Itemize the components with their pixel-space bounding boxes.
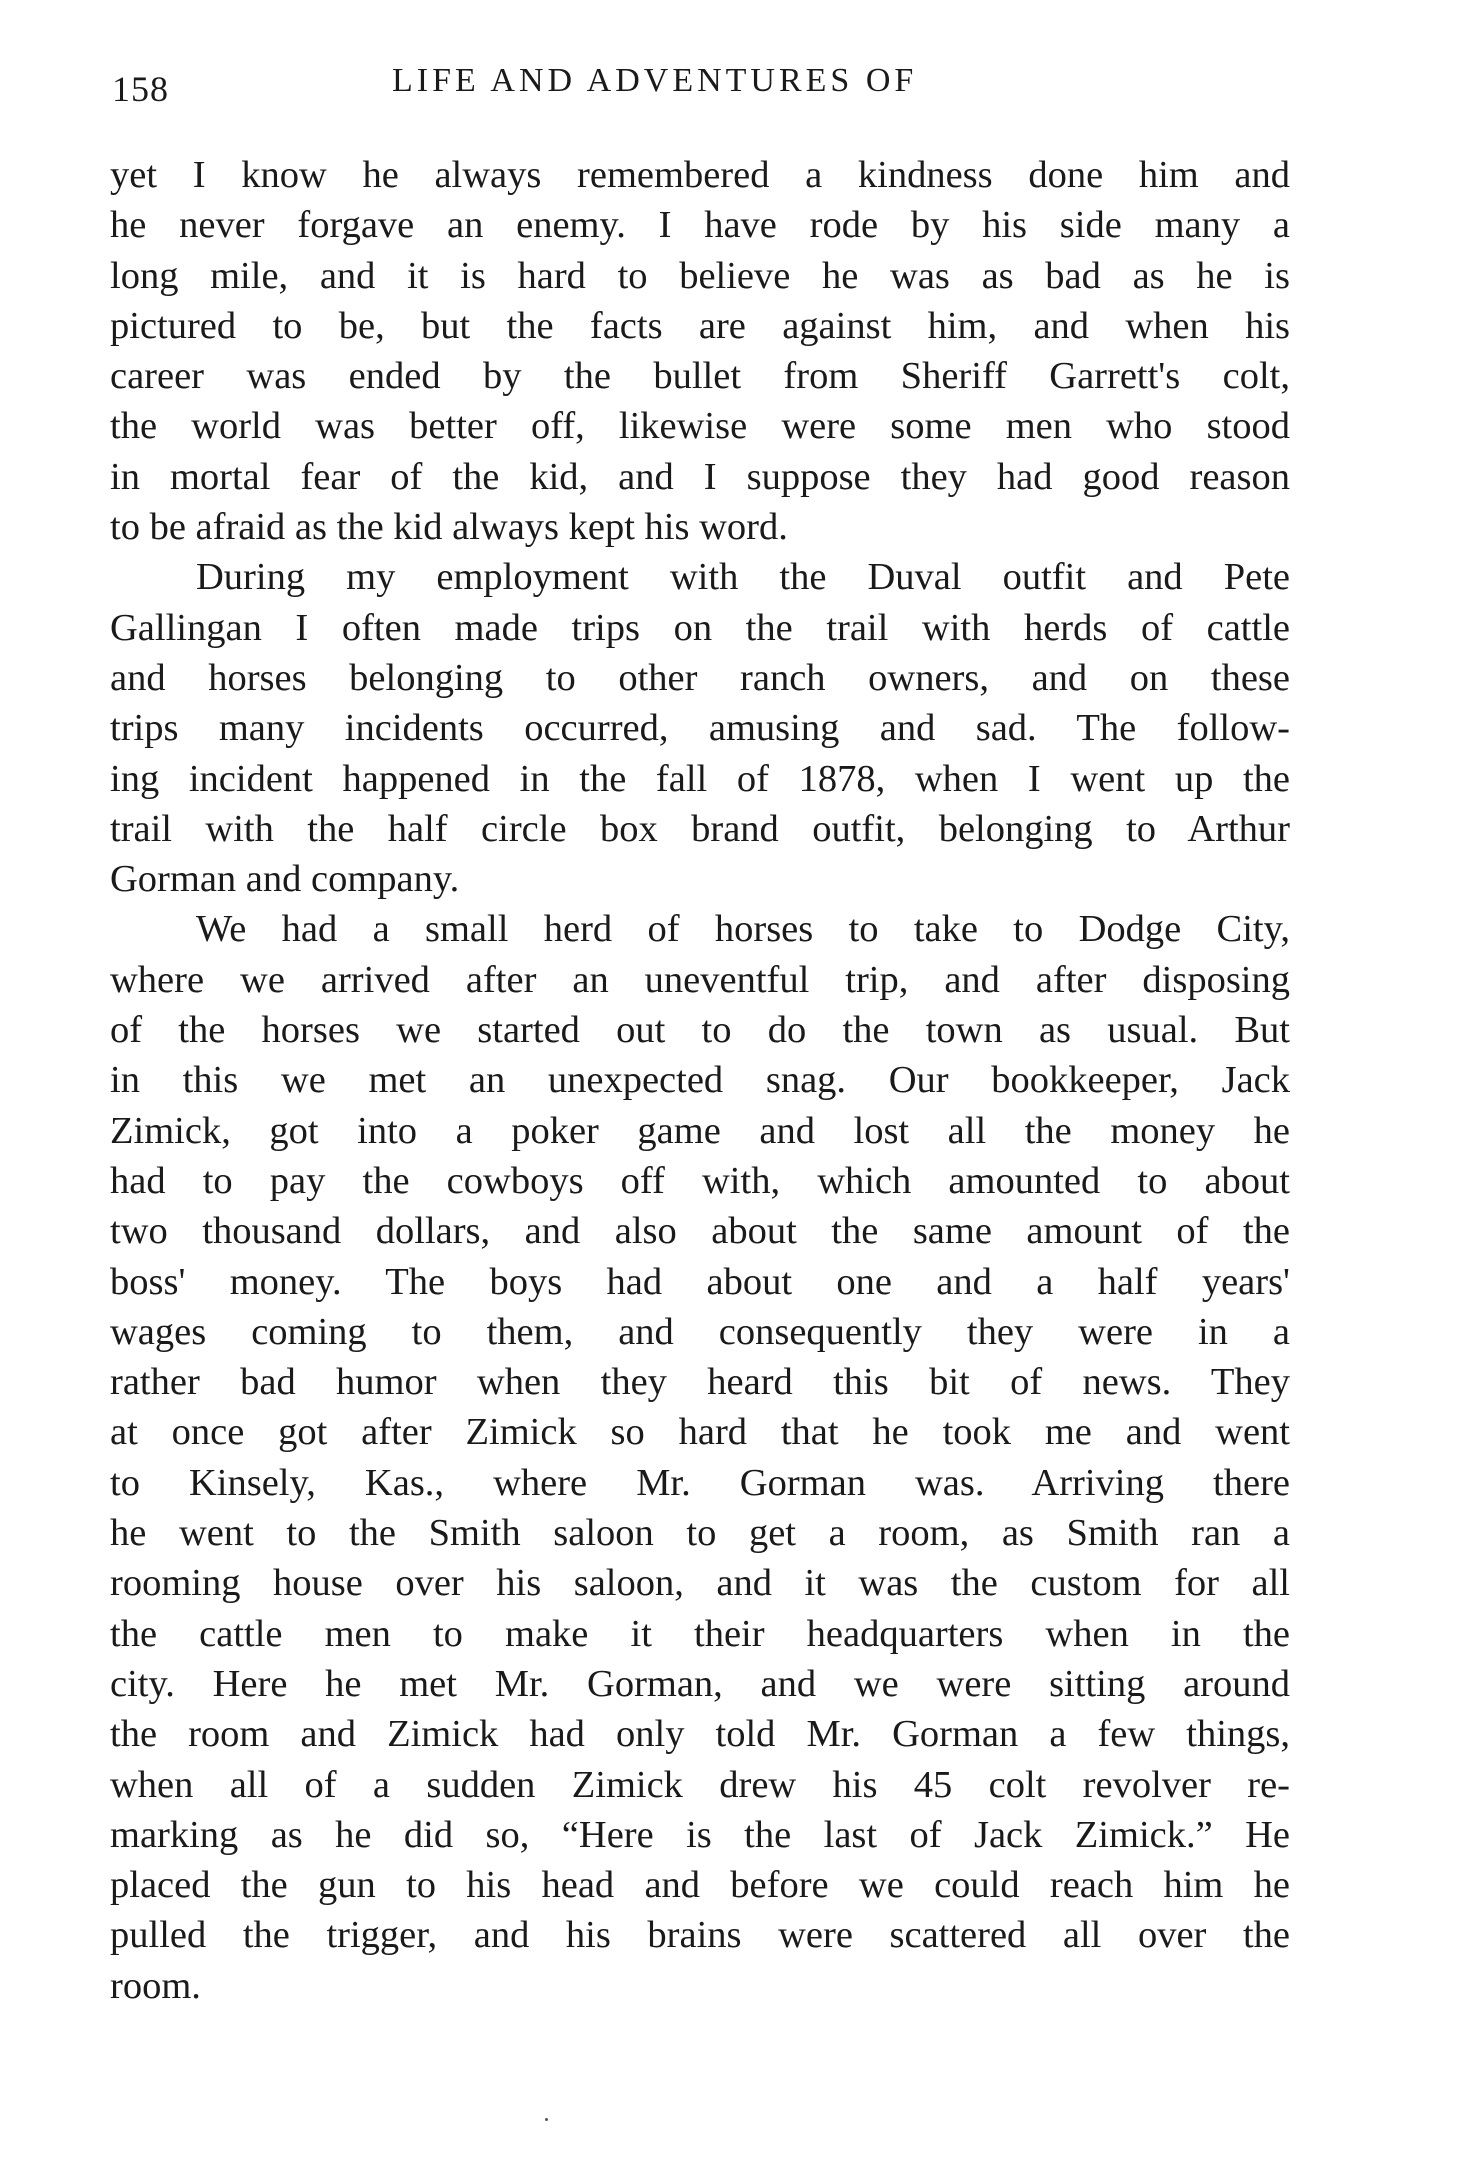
text-line: at once got after Zimick so hard that he took me and went [110, 1411, 1290, 1454]
text-line: career was ended by the bullet from Sheriff Garrett's colt, [110, 355, 1290, 398]
running-title: LIFE AND ADVENTURES OF [392, 62, 918, 99]
text-line: We had a small herd of horses to take to Dodge City, [196, 908, 1290, 951]
text-line: had to pay the cowboys off with, which amounted to about [110, 1159, 1290, 1202]
page-number: 158 [112, 69, 169, 109]
text-line: he never forgave an enemy. I have rode by his side many a [110, 204, 1290, 247]
text-line: marking as he did so, “Here is the last of Jack Zimick.” He [110, 1813, 1290, 1856]
text-line: in this we met an unexpected snag. Our bookkeeper, Jack [110, 1059, 1290, 1102]
text-line: in mortal fear of the kid, and I suppose they had good reason [110, 455, 1290, 498]
text-line: the world was better off, likewise were some men who stood [110, 405, 1290, 448]
page-header [112, 62, 1282, 112]
text-line: During my employment with the Duval outfit and Pete [196, 556, 1290, 599]
text-line: trail with the half circle box brand outfit, belonging to Arthur [110, 807, 1290, 850]
text-line: long mile, and it is hard to believe he was as bad as he is [110, 254, 1290, 297]
text-line: trips many incidents occurred, amusing and sad. The follow- [110, 707, 1290, 750]
print-speck [545, 2118, 548, 2121]
text-line: Zimick, got into a poker game and lost all the money he [110, 1109, 1290, 1152]
text-line: rather bad humor when they heard this bit of news. They [110, 1361, 1290, 1404]
text-line: city. Here he met Mr. Gorman, and we were sitting around [110, 1662, 1290, 1705]
text-line: boss' money. The boys had about one and a half years' [110, 1260, 1290, 1303]
paragraph [110, 552, 1290, 904]
text-line: wages coming to them, and consequently they were in a [110, 1310, 1290, 1353]
text-line: he went to the Smith saloon to get a room, as Smith ran a [110, 1512, 1290, 1555]
text-line: the room and Zimick had only told Mr. Gorman a few things, [110, 1713, 1290, 1756]
text-line: Gallingan I often made trips on the trail with herds of cattle [110, 606, 1290, 649]
text-line: when all of a sudden Zimick drew his 45 colt revolver re- [110, 1763, 1290, 1806]
text-line: where we arrived after an uneventful trip, and after disposing [110, 958, 1290, 1001]
text-line: and horses belonging to other ranch owners, and on these [110, 656, 1290, 699]
text-line: to be afraid as the kid always kept his word. [110, 506, 788, 549]
paragraph [110, 904, 1290, 2011]
text-line: to Kinsely, Kas., where Mr. Gorman was. Arriving there [110, 1461, 1290, 1504]
text-line: pictured to be, but the facts are against him, and when his [110, 304, 1290, 347]
text-line: pulled the trigger, and his brains were scattered all over the [110, 1914, 1290, 1957]
text-line: yet I know he always remembered a kindness done him and [110, 154, 1290, 196]
text-line: rooming house over his saloon, and it was the custom for all [110, 1562, 1290, 1605]
paragraph [110, 150, 1290, 552]
body-text [110, 150, 1290, 2011]
text-line: ing incident happened in the fall of 1878, when I went up the [110, 757, 1290, 800]
text-line: room. [110, 1964, 201, 2007]
text-line: of the horses we started out to do the town as usual. But [110, 1009, 1290, 1052]
text-line: two thousand dollars, and also about the same amount of the [110, 1210, 1290, 1253]
text-line: the cattle men to make it their headquarters when in the [110, 1612, 1290, 1655]
text-line: placed the gun to his head and before we could reach him he [110, 1864, 1290, 1907]
text-line: Gorman and company. [110, 858, 460, 901]
